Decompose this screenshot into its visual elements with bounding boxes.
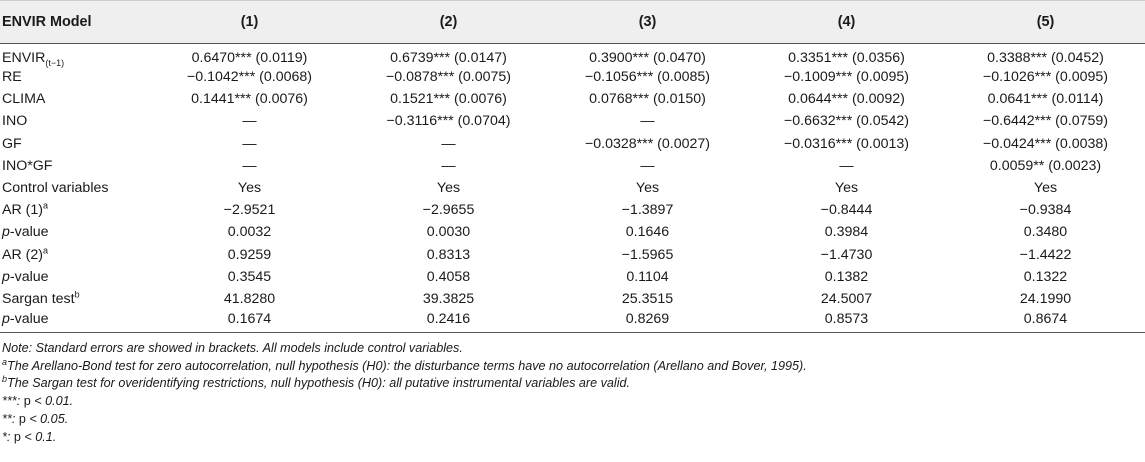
row-label-text: ENVIR <box>2 50 46 66</box>
row-label <box>0 44 150 67</box>
sig-mark-1: *** <box>2 394 17 409</box>
row-label-subscript: (t−1) <box>45 57 65 68</box>
row-label <box>0 288 150 310</box>
table-cell: 0.1674 <box>150 310 349 332</box>
column-header-5: (5) <box>946 1 1145 44</box>
table-cell: 0.0644*** (0.0092) <box>788 91 905 108</box>
table-cell: 0.8269 <box>548 310 747 332</box>
table-cell: — <box>242 135 257 152</box>
row-label-text: GF <box>2 135 22 152</box>
table-cell: 0.3984 <box>824 224 869 241</box>
footnote-a-mark: a <box>2 356 8 367</box>
table-notes <box>0 333 1145 447</box>
footnote-a-text: The Arellano-Bond test for zero autocorrelation, null hypothesis (H0): the disturbance terms have no autocorrelation (Arellano and Bover, 1995). <box>7 358 807 373</box>
sig-mark-3: * <box>2 429 7 444</box>
standard-errors-note: Note: Standard errors are showed in brackets. All models include control variables. <box>2 340 463 355</box>
table-row <box>0 155 1145 177</box>
footnote-b-text: The Sargan test for overidentifying restrictions, null hypothesis (H0): all putative instrumental variables are valid. <box>7 376 631 391</box>
table-cell: 0.1646 <box>625 224 670 241</box>
significance-note-2: **: p < 0.05. <box>2 411 69 426</box>
table-cell: −2.9655 <box>422 202 475 219</box>
table-row <box>0 66 1145 88</box>
table-row <box>0 221 1145 243</box>
table-cell: 0.3388*** (0.0452) <box>987 50 1104 66</box>
table-cell: 0.8674 <box>946 310 1145 332</box>
table-cell: −0.1042*** (0.0068) <box>186 69 313 86</box>
table-cell: 0.1441*** (0.0076) <box>191 91 308 108</box>
table-cell: −1.4730 <box>820 246 873 263</box>
table-cell: 24.1990 <box>1019 290 1072 307</box>
sig-mark-2: ** <box>2 411 12 426</box>
row-label <box>0 155 150 177</box>
table-cell: 0.4058 <box>426 268 471 285</box>
footnote-b-mark: b <box>2 374 8 385</box>
row-label <box>0 66 150 88</box>
row-label <box>0 266 150 288</box>
table-row <box>0 288 1145 310</box>
column-header-3: (3) <box>548 1 747 44</box>
table-row <box>0 88 1145 110</box>
row-label-text: RE <box>2 69 22 86</box>
table-cell: −0.9384 <box>1019 202 1072 219</box>
sig-p-3: p <box>13 429 21 444</box>
table-cell: −1.4422 <box>1019 246 1072 263</box>
table-cell: −0.0424*** (0.0038) <box>982 135 1109 152</box>
table-cell: −0.8444 <box>820 202 873 219</box>
footnote-a <box>2 358 1145 376</box>
table-cell: −0.1009*** (0.0095) <box>783 69 910 86</box>
table-cell: 24.5007 <box>820 290 873 307</box>
table-cell: 0.6739*** (0.0147) <box>390 50 507 66</box>
row-label-superscript: a <box>43 244 49 255</box>
table-cell: −0.0316*** (0.0013) <box>783 135 910 152</box>
row-label-text: Sargan test <box>2 290 75 307</box>
table-cell: Yes <box>237 180 262 197</box>
row-label <box>0 199 150 221</box>
table-row <box>0 177 1145 199</box>
significance-note-3: *: p < 0.1. <box>2 429 57 444</box>
row-label-text: p <box>2 310 10 327</box>
row-label-text: CLIMA <box>2 91 46 108</box>
significance-note-1: ***: p < 0.01. <box>2 394 74 409</box>
table-cell: 0.1104 <box>626 268 669 285</box>
table-row <box>0 199 1145 221</box>
table-cell: 0.0641*** (0.0114) <box>987 91 1104 108</box>
row-label-superscript: b <box>74 289 80 300</box>
table-cell: −0.6442*** (0.0759) <box>982 113 1109 130</box>
row-label-superscript: a <box>43 200 49 211</box>
table-body <box>0 44 1145 333</box>
table-cell: 0.0032 <box>227 224 272 241</box>
table-row <box>0 44 1145 67</box>
row-label <box>0 244 150 266</box>
row-label-text: INO <box>2 113 28 130</box>
table-cell: 0.2416 <box>349 310 548 332</box>
sig-p-2: p <box>18 411 26 426</box>
column-header-1: (1) <box>150 1 349 44</box>
table-cell: — <box>242 157 257 174</box>
table-cell: 0.0768*** (0.0150) <box>589 91 706 108</box>
row-label-text: INO*GF <box>2 157 53 174</box>
row-label-suffix: -value <box>9 268 49 285</box>
row-label-text: p <box>2 268 10 285</box>
sig-text-1: < 0.01. <box>30 394 74 409</box>
table-cell: 41.8280 <box>223 290 276 307</box>
table-cell: 0.3900*** (0.0470) <box>589 50 706 66</box>
table-cell: 0.3351*** (0.0356) <box>788 50 905 66</box>
table-cell: 25.3515 <box>621 290 674 307</box>
table-cell: −0.1056*** (0.0085) <box>584 69 711 86</box>
table-cell: −1.5965 <box>621 246 674 263</box>
footnote-b <box>2 375 1145 393</box>
table-cell: 0.1521*** (0.0076) <box>390 91 507 108</box>
sig-text-2: < 0.05. <box>25 411 69 426</box>
table-cell: 0.3480 <box>1023 224 1068 241</box>
row-label-text: AR (1) <box>2 202 43 219</box>
table-cell: 0.3545 <box>227 268 272 285</box>
table-cell: −2.9521 <box>223 202 276 219</box>
table-cell: Yes <box>834 180 859 197</box>
table-cell: 0.0030 <box>426 224 471 241</box>
table-cell: Yes <box>1033 180 1058 197</box>
row-label <box>0 221 150 243</box>
table-row <box>0 310 1145 332</box>
table-cell: −1.3897 <box>621 202 674 219</box>
column-header-2: (2) <box>349 1 548 44</box>
table-header-row <box>0 1 1145 44</box>
row-label <box>0 310 150 332</box>
row-label <box>0 110 150 132</box>
model-label-header: ENVIR Model <box>0 1 150 44</box>
table-cell: −0.0328*** (0.0027) <box>584 135 711 152</box>
table-row <box>0 110 1145 132</box>
table-row <box>0 266 1145 288</box>
table-cell: — <box>640 113 655 130</box>
table-cell: 0.0059** (0.0023) <box>989 157 1102 174</box>
table-row <box>0 133 1145 155</box>
row-label-text: Control variables <box>2 180 109 197</box>
table-cell: 0.8313 <box>426 246 471 263</box>
sig-p-1: p <box>23 394 31 409</box>
table-row <box>0 244 1145 266</box>
row-label-text: AR (2) <box>2 246 43 263</box>
table-cell: — <box>839 157 854 174</box>
table-cell: 0.1322 <box>1023 268 1068 285</box>
row-label <box>0 177 150 199</box>
column-header-4: (4) <box>747 1 946 44</box>
table-cell: — <box>441 157 456 174</box>
table-cell: −0.6632*** (0.0542) <box>783 113 910 130</box>
table-cell: −0.3116*** (0.0704) <box>386 113 511 130</box>
table-cell: 0.6470*** (0.0119) <box>191 50 308 66</box>
table-cell: 0.8573 <box>747 310 946 332</box>
table-cell: Yes <box>635 180 660 197</box>
table-cell: 0.9259 <box>227 246 272 263</box>
table-cell: — <box>640 157 655 174</box>
row-label <box>0 133 150 155</box>
row-label-suffix: -value <box>9 224 49 241</box>
table-cell: 0.1382 <box>824 268 869 285</box>
row-label-text: p <box>2 224 10 241</box>
table-cell: −0.0878*** (0.0075) <box>385 69 512 86</box>
table-cell: Yes <box>436 180 461 197</box>
table-cell: — <box>242 113 257 130</box>
table-cell: −0.1026*** (0.0095) <box>982 69 1109 86</box>
sig-text-3: < 0.1. <box>20 429 57 444</box>
row-label-suffix: -value <box>9 310 49 327</box>
row-label <box>0 88 150 110</box>
table-cell: — <box>441 135 456 152</box>
table-cell: 39.3825 <box>422 290 475 307</box>
